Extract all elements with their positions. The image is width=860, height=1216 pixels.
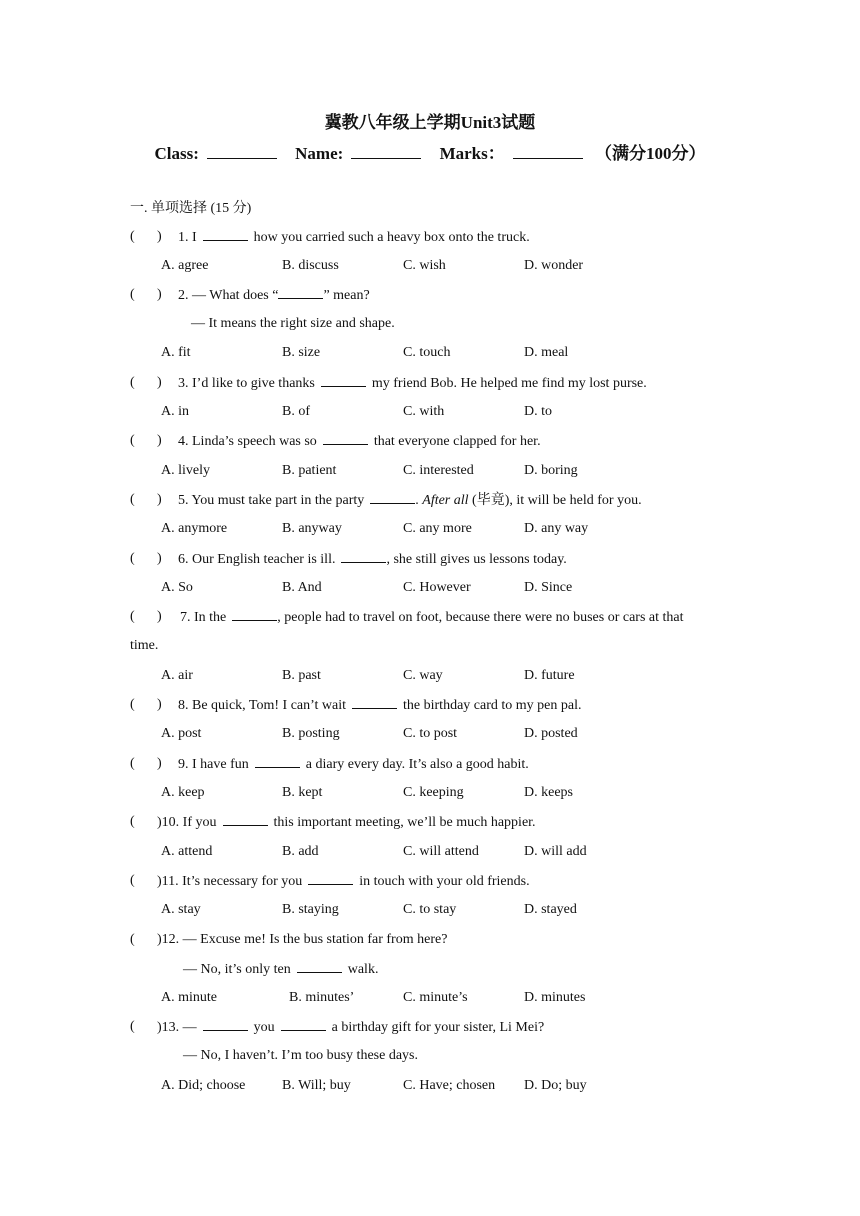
answer-blank <box>370 490 415 504</box>
answer-blank <box>308 871 353 885</box>
option-b: B. staying <box>282 902 339 917</box>
question-text: 3. I’d like to give thanks my friend Bob. He helped me find my lost purse. <box>178 373 647 394</box>
document-page: 冀教八年级上学期Unit3试题 Class: Name: Marks： （满分100分） 一. 单项选择 (15 分) ( ) 1. I how you carried such a heavy box onto the truck. A. agree B. discuss C. wish D. wonder ( ) 2. — What does “ ” mean? — It means the right size and shape. A. fit B. size C. touch D. meal ( ) 3. I’d like to give thanks my friend Bob. He helped me find my lost purse. A. in B. of C. with D. to ( ) 4. Linda’s speech was so that everyone clapped for her. A. lively B. patient C. interested D. boring ( ) 5. You must take part in the party . After all (毕竟), it will be held for you. A. anymore B. anyway C. any more D. any way ( ) 6. Our English teacher is ill. , she still gives us lessons today. A. So B. And C. However D. Since ( ) 7. In the , people had to travel on foot, because there were no buses or cars at that time. A. air B. past C. way D. future ( ) 8. Be quick, Tom! I can’t wait the birthday card to my pen pal. A. post B. posting C. to post D. posted ( ) 9. I have fun a diary every day. It’s also a good habit. A. keep B. kept C. keeping D. keeps ( )10. If you this important meeting, we’ll be much happier. A. attend B. add C. will attend D. will add ( )11. It’s necessary for you in touch with your old friends. A. stay B. staying C. to stay D. stayed ( )12. — Excuse me! Is the bus station far from here? — No, it’s only ten walk. A. minute B. minutes’ C. minute’s D. minutes ( )13. — you a birthday gift for your sister, Li Mei? — No, I haven’t. I’m too busy these days. A. Did; choose B. Will; buy C. Have; chosen D. Do; buy <box>0 0 860 1216</box>
answer-bracket[interactable]: ( ) <box>130 433 162 448</box>
question-text: 9. I have fun a diary every day. It’s also a good habit. <box>178 754 529 775</box>
marks-blank[interactable] <box>513 144 583 159</box>
option-d: D. to <box>524 404 552 419</box>
option-d: D. wonder <box>524 258 584 273</box>
answer-bracket[interactable]: ( <box>130 932 135 947</box>
answer-bracket[interactable]: ( ) <box>130 697 162 712</box>
page-title: 冀教八年级上学期Unit3试题 <box>324 113 536 132</box>
question-text: )12. — Excuse me! Is the bus station far from here? <box>157 932 448 947</box>
answer-bracket[interactable]: ( ) <box>130 375 162 390</box>
option-a: A. stay <box>161 902 201 917</box>
answer-bracket[interactable]: ( <box>130 1019 135 1034</box>
question-text: )13. — you a birthday gift for your sister, Li Mei? <box>157 1017 544 1038</box>
option-d: D. will add <box>524 844 587 859</box>
option-c: C. Have; chosen <box>403 1078 496 1093</box>
answer-blank <box>281 1017 326 1031</box>
option-d: D. any way <box>524 521 589 536</box>
option-b: B. size <box>282 345 321 360</box>
option-b: B. past <box>282 668 321 683</box>
option-d: D. stayed <box>524 902 577 917</box>
answer-blank <box>323 431 368 445</box>
answer-blank <box>297 959 342 973</box>
name-blank[interactable] <box>351 144 421 159</box>
answer-bracket[interactable]: ( <box>130 814 135 829</box>
answer-bracket[interactable]: ( ) <box>130 756 162 771</box>
answer-blank <box>232 607 277 621</box>
answer-blank <box>255 754 300 768</box>
option-b: B. Will; buy <box>282 1078 351 1093</box>
option-b: B. posting <box>282 726 340 741</box>
option-b: B. discuss <box>282 258 339 273</box>
option-b: B. patient <box>282 463 337 478</box>
option-a: A. keep <box>161 785 205 800</box>
question-text: 2. — What does “ ” mean? <box>178 285 370 306</box>
answer-bracket[interactable]: ( ) <box>130 287 162 302</box>
option-d: D. posted <box>524 726 578 741</box>
option-d: D. minutes <box>524 990 586 1005</box>
option-a: A. minute <box>161 990 217 1005</box>
option-c: C. way <box>403 668 443 683</box>
option-a: A. attend <box>161 844 213 859</box>
option-a: A. Did; choose <box>161 1078 246 1093</box>
option-d: D. meal <box>524 345 569 360</box>
answer-blank <box>321 373 366 387</box>
option-c: C. interested <box>403 463 474 478</box>
option-b: B. add <box>282 844 319 859</box>
option-c: C. However <box>403 580 471 595</box>
option-a: A. air <box>161 668 193 683</box>
option-a: A. lively <box>161 463 210 478</box>
option-d: D. Do; buy <box>524 1078 587 1093</box>
answer-blank <box>203 227 248 241</box>
class-label: Class: <box>154 144 199 163</box>
answer-blank <box>341 549 386 563</box>
question-text: )11. It’s necessary for you in touch with your old friends. <box>157 871 530 892</box>
option-a: A. post <box>161 726 202 741</box>
option-b: B. anyway <box>282 521 342 536</box>
answer-blank <box>223 812 268 826</box>
option-c: C. touch <box>403 345 451 360</box>
option-a: A. in <box>161 404 189 419</box>
option-c: C. keeping <box>403 785 464 800</box>
answer-bracket[interactable]: ( ) <box>130 229 162 244</box>
name-label: Name: <box>295 144 344 163</box>
option-c: C. wish <box>403 258 446 273</box>
answer-bracket[interactable]: ( ) <box>130 609 162 624</box>
option-b: B. And <box>282 580 322 595</box>
option-a: A. anymore <box>161 521 228 536</box>
option-a: A. fit <box>161 345 191 360</box>
option-a: A. agree <box>161 258 209 273</box>
answer-bracket[interactable]: ( ) <box>130 551 162 566</box>
question-text: )10. If you this important meeting, we’ll be much happier. <box>157 812 536 833</box>
answer-bracket[interactable]: ( ) <box>130 492 162 507</box>
option-d: D. keeps <box>524 785 573 800</box>
option-c: C. to post <box>403 726 458 741</box>
option-d: D. future <box>524 668 575 683</box>
question-text: 7. In the , people had to travel on foot, because there were no buses or cars at that <box>180 607 684 628</box>
question-text: 5. You must take part in the party . After all (毕竟), it will be held for you. <box>178 490 642 511</box>
reply-text: — No, it’s only ten walk. <box>183 959 378 980</box>
class-blank[interactable] <box>207 144 277 159</box>
option-c: C. with <box>403 404 445 419</box>
italic-phrase: After all <box>422 493 469 508</box>
question-text: 1. I how you carried such a heavy box onto the truck. <box>178 227 530 248</box>
marks-label: Marks： <box>439 144 505 163</box>
option-a: A. So <box>161 580 193 595</box>
answer-blank <box>203 1017 248 1031</box>
section-heading: 一. 单项选择 (15 分) <box>130 201 252 216</box>
answer-blank <box>278 285 323 299</box>
option-b: B. of <box>282 404 310 419</box>
option-c: C. minute’s <box>403 990 468 1005</box>
question-text: 4. Linda’s speech was so that everyone clapped for her. <box>178 431 541 452</box>
option-b: B. minutes’ <box>289 990 355 1005</box>
option-d: D. Since <box>524 580 573 595</box>
option-c: C. to stay <box>403 902 457 917</box>
reply-text: — It means the right size and shape. <box>191 316 395 331</box>
question-text: 8. Be quick, Tom! I can’t wait the birthday card to my pen pal. <box>178 695 581 716</box>
option-d: D. boring <box>524 463 578 478</box>
option-c: C. any more <box>403 521 472 536</box>
full-score-label: （满分100分） <box>594 144 706 163</box>
answer-bracket[interactable]: ( <box>130 873 135 888</box>
question-text: 6. Our English teacher is ill. , she still gives us lessons today. <box>178 549 567 570</box>
reply-text: — No, I haven’t. I’m too busy these days. <box>183 1048 418 1063</box>
option-c: C. will attend <box>403 844 479 859</box>
student-info-line <box>0 139 860 164</box>
option-b: B. kept <box>282 785 323 800</box>
answer-blank <box>352 695 397 709</box>
